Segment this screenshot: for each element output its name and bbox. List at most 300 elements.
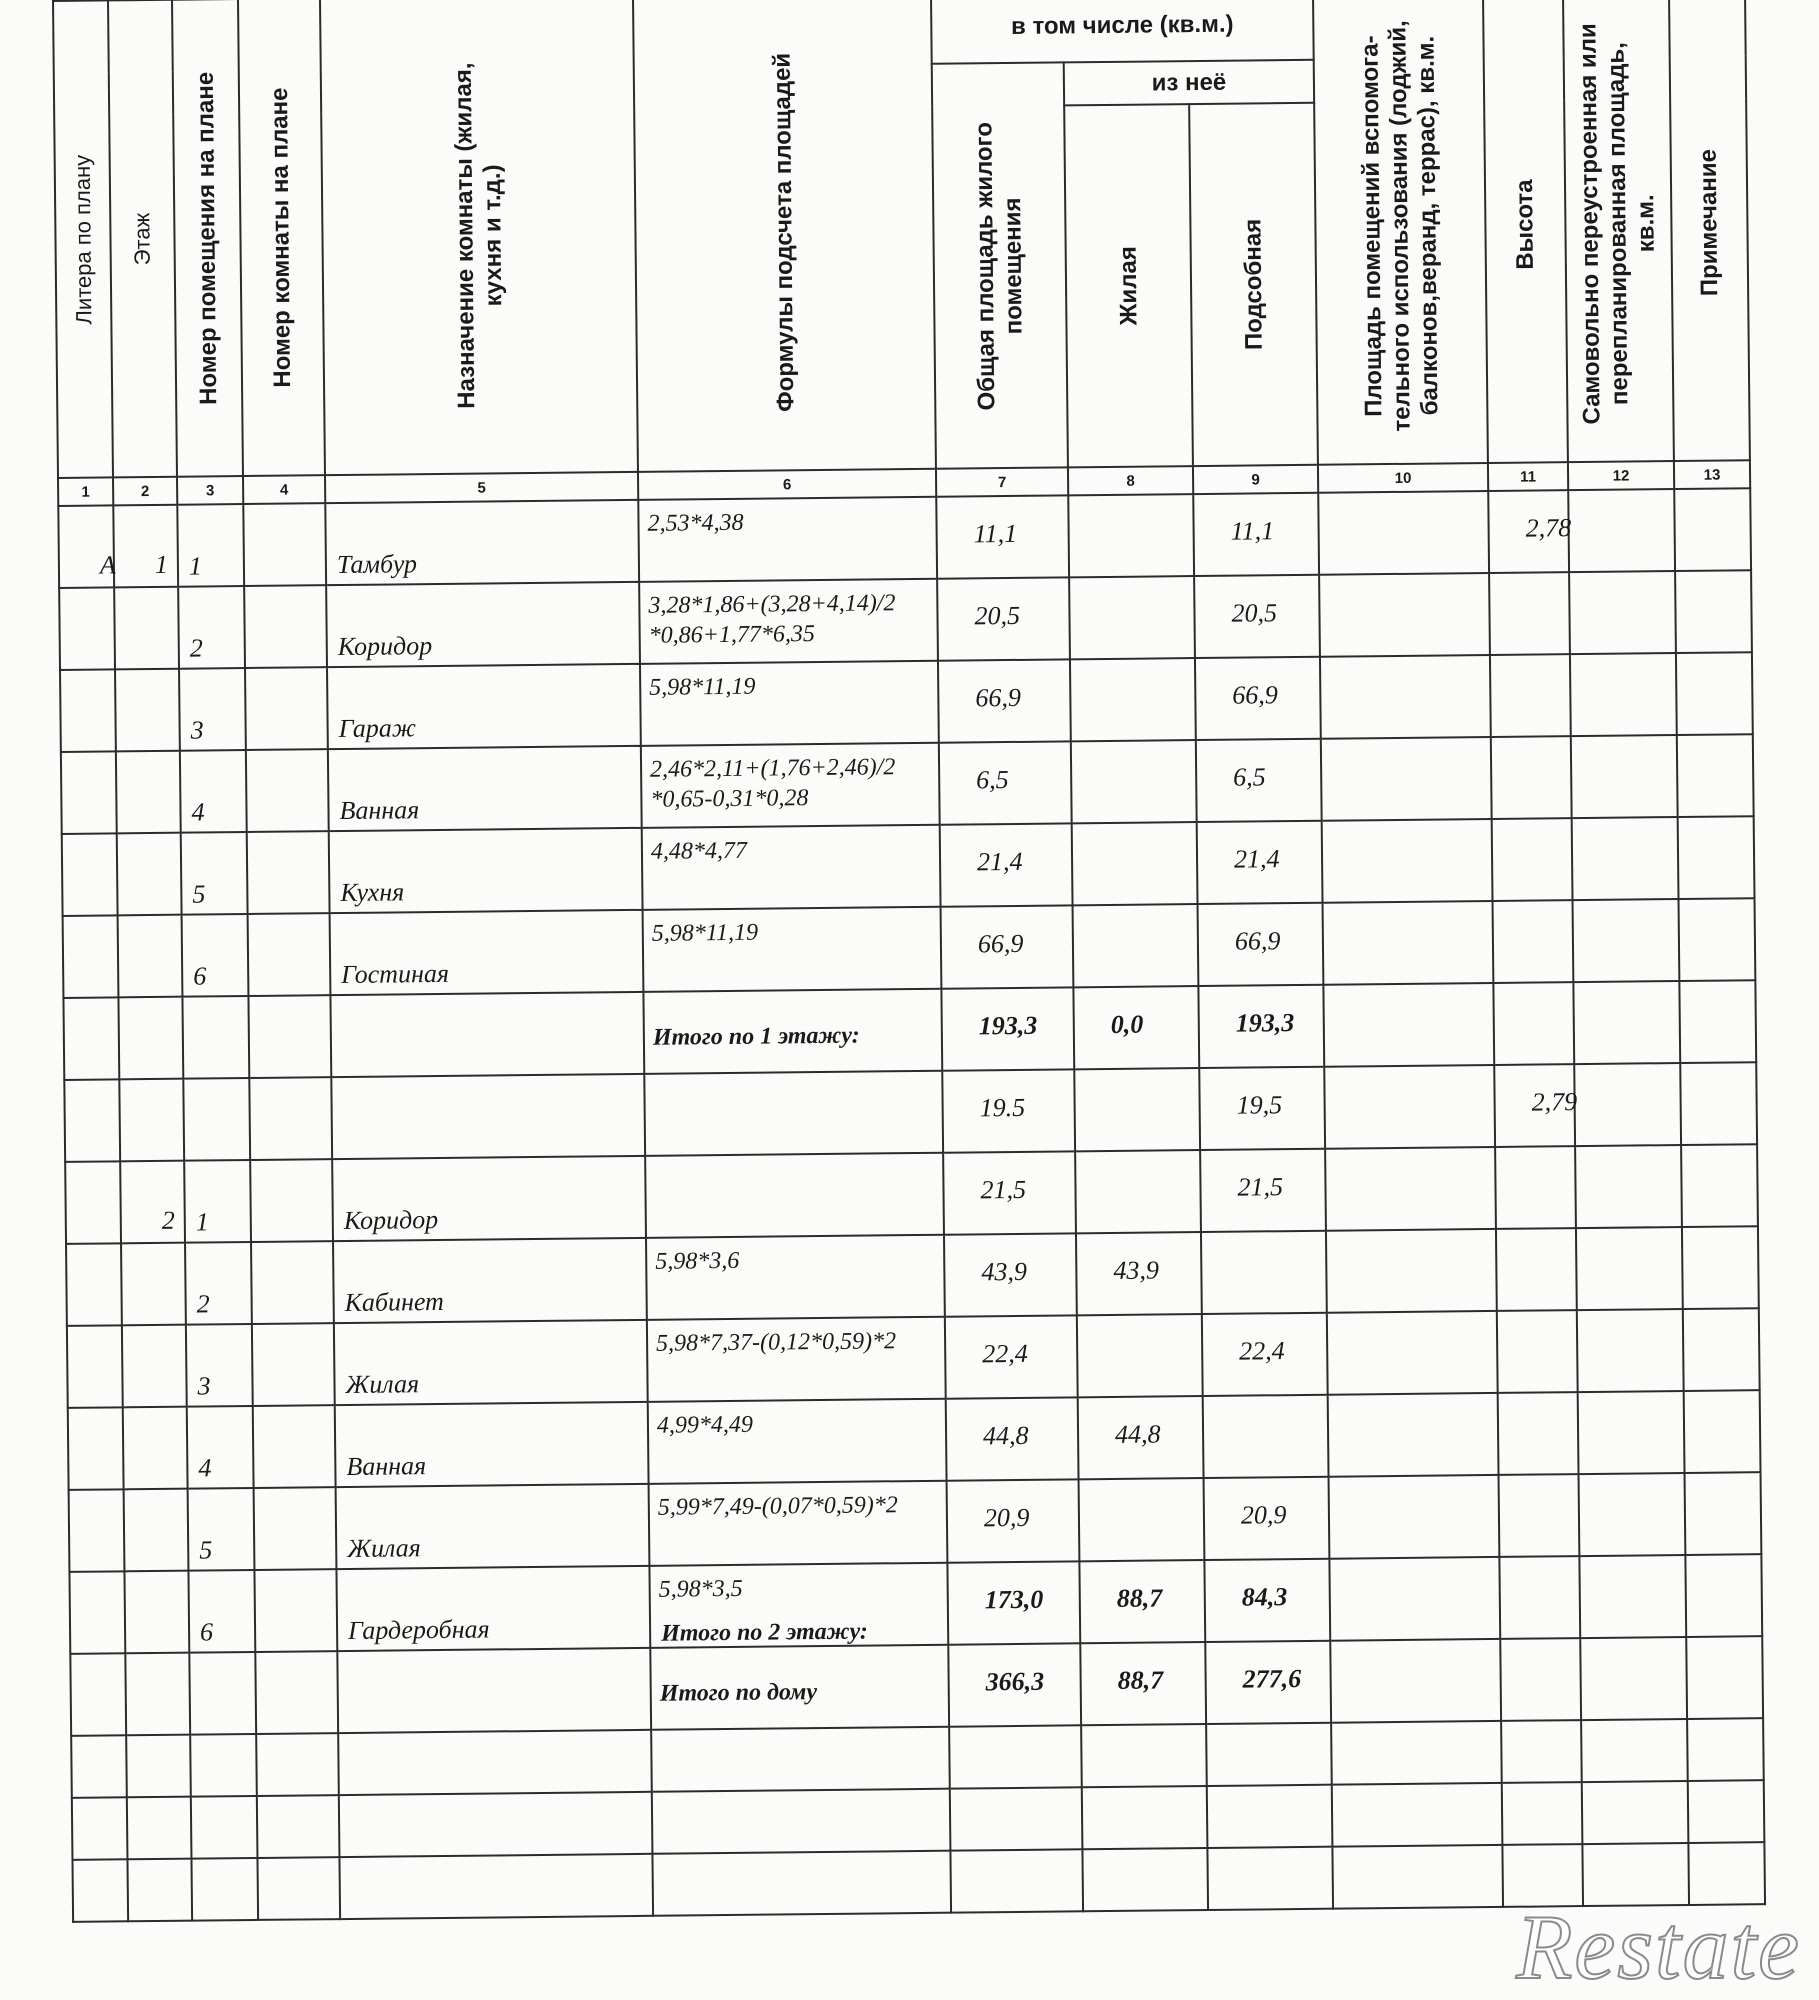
auxiliary-area-cell xyxy=(1323,901,1494,985)
living-area-cell xyxy=(1070,658,1196,741)
living-area-cell-text: 88,7 xyxy=(1117,1665,1164,1695)
auxiliary-area-cell xyxy=(1318,491,1489,575)
total-area-cell-text: 173,0 xyxy=(984,1584,1044,1615)
note-cell xyxy=(1685,1472,1762,1555)
room-plan-cell xyxy=(252,1323,335,1406)
note-cell xyxy=(1684,1390,1761,1473)
total-area-cell xyxy=(948,1643,1081,1726)
room-name-cell-text: Коридор xyxy=(337,631,433,662)
room-plan-cell xyxy=(246,749,329,832)
room-name-cell-text: Гараж xyxy=(338,713,417,744)
header-group-from: из неё xyxy=(1064,60,1314,106)
room-number-cell-text: 5 xyxy=(199,1535,213,1565)
formula-cell-text: 5,98*3,5 xyxy=(658,1575,743,1603)
total-area-cell-text: 44,8 xyxy=(982,1420,1029,1451)
room-name-cell-text: Ванная xyxy=(346,1451,427,1481)
litera-cell xyxy=(58,505,114,588)
col-num: 5 xyxy=(325,472,638,503)
header-room-purpose: Назначение комнаты (жилая, кухня и т.д.) xyxy=(320,0,638,475)
unauthorized-cell xyxy=(1577,1309,1684,1392)
header-living: Жилая xyxy=(1064,104,1193,467)
utility-area-cell xyxy=(1197,821,1323,904)
room-name-cell xyxy=(337,1648,651,1733)
living-area-cell xyxy=(1078,1396,1204,1479)
living-area-cell xyxy=(1074,1068,1200,1151)
utility-area-cell xyxy=(1194,575,1320,658)
living-area-cell-text: 43,9 xyxy=(1113,1255,1160,1285)
litera-cell xyxy=(64,1079,120,1162)
floor-cell-text: 1 xyxy=(154,549,169,579)
col-num: 1 xyxy=(58,477,113,506)
note-cell xyxy=(1686,1636,1763,1719)
height-cell xyxy=(1499,1474,1580,1557)
formula-cell xyxy=(648,1399,947,1484)
utility-area-cell-text: 21,4 xyxy=(1233,844,1280,874)
room-number-cell-text: 5 xyxy=(192,879,206,909)
utility-area-cell xyxy=(1202,1313,1328,1396)
total-area-cell-text: 366,3 xyxy=(985,1666,1045,1697)
litera-cell xyxy=(59,587,115,670)
height-cell xyxy=(1494,1064,1578,1147)
litera-cell xyxy=(61,751,117,834)
living-area-cell xyxy=(1079,1560,1205,1643)
room-name-cell xyxy=(326,582,640,667)
living-area-cell-text: 44,8 xyxy=(1114,1419,1161,1449)
total-area-cell xyxy=(946,1397,1079,1480)
room-number-cell xyxy=(185,1242,252,1325)
auxiliary-area-cell xyxy=(1329,1557,1500,1641)
height-cell xyxy=(1495,1146,1576,1229)
living-area-cell xyxy=(1080,1642,1206,1725)
formula-cell-text: Итого по 1 этажу: xyxy=(652,1022,860,1051)
formula-cell-text: 5,98*11,19 xyxy=(651,919,759,947)
note-cell xyxy=(1677,734,1754,817)
litera-cell xyxy=(63,997,119,1080)
formula-cell-text: 5,99*7,49-(0,07*0,59)*2 xyxy=(657,1492,898,1521)
auxiliary-area-cell xyxy=(1319,573,1490,657)
room-plan-cell xyxy=(243,503,326,586)
header-group-including: в том числе (кв.м.) xyxy=(931,0,1314,64)
note-cell xyxy=(1675,570,1752,653)
room-number-cell-text: 4 xyxy=(191,797,205,827)
floor-cell xyxy=(113,505,178,588)
note-cell xyxy=(1679,980,1756,1063)
floor-cell xyxy=(121,1243,186,1326)
room-number-cell-text: 4 xyxy=(198,1453,212,1483)
room-name-cell xyxy=(328,746,642,831)
total-area-cell-text: 20,9 xyxy=(983,1502,1030,1533)
auxiliary-area-cell xyxy=(1321,737,1492,821)
utility-area-cell-text: 22,4 xyxy=(1239,1336,1285,1366)
unauthorized-cell xyxy=(1572,817,1679,900)
living-area-cell xyxy=(1073,986,1199,1069)
floor-cell xyxy=(116,751,181,834)
utility-area-cell-text: 193,3 xyxy=(1235,1008,1295,1038)
room-name-cell-text: Гостиная xyxy=(341,958,450,990)
floor-cell xyxy=(119,1079,184,1162)
room-number-cell xyxy=(187,1406,254,1489)
total-area-cell xyxy=(939,741,1072,824)
total-area-cell-text: 20,5 xyxy=(974,600,1021,631)
room-number-cell-text: 6 xyxy=(199,1617,214,1647)
total-area-cell-text: 193,3 xyxy=(978,1010,1038,1041)
room-name-cell-text: Тамбур xyxy=(336,549,418,580)
total-area-cell-text: 11,1 xyxy=(973,518,1018,549)
litera-cell xyxy=(66,1243,122,1326)
unauthorized-cell xyxy=(1576,1227,1683,1310)
total-area-cell xyxy=(938,659,1071,742)
header-height: Высота xyxy=(1483,0,1568,463)
formula-cell xyxy=(638,497,937,582)
formula-cell-text: Итого по дому xyxy=(659,1679,818,1707)
height-cell xyxy=(1500,1638,1581,1721)
total-area-cell-text: 6,5 xyxy=(976,765,1009,795)
room-number-cell-text: 1 xyxy=(195,1207,209,1237)
floor-cell xyxy=(123,1407,188,1490)
formula-cell-text: 5,98*7,37-(0,12*0,59)*2 xyxy=(655,1328,897,1357)
note-cell xyxy=(1676,652,1753,735)
floor-cell xyxy=(115,669,180,752)
utility-area-cell xyxy=(1201,1231,1327,1314)
header-formulas: Формулы подсчета площадей xyxy=(633,0,936,472)
col-num: 11 xyxy=(1488,462,1568,491)
unauthorized-cell xyxy=(1578,1391,1685,1474)
room-number-cell-text: 3 xyxy=(197,1371,211,1401)
auxiliary-area-cell xyxy=(1326,1229,1497,1313)
header-premise-number: Номер помещения на плане xyxy=(172,0,243,477)
formula-cell xyxy=(643,907,942,992)
total-area-cell-text: 43,9 xyxy=(981,1256,1028,1287)
unauthorized-cell xyxy=(1580,1637,1687,1720)
auxiliary-area-cell xyxy=(1320,655,1491,739)
total-area-cell xyxy=(945,1315,1078,1398)
total-area-cell-text: 66,9 xyxy=(977,928,1024,959)
unauthorized-cell xyxy=(1579,1473,1686,1556)
auxiliary-area-cell xyxy=(1323,983,1494,1067)
header-floor: Этаж xyxy=(108,0,177,477)
height-cell xyxy=(1497,1310,1578,1393)
floor-cell-text: 2 xyxy=(161,1205,175,1235)
floor-cell xyxy=(124,1571,189,1654)
litera-cell xyxy=(62,833,118,916)
room-plan-cell xyxy=(248,913,331,996)
col-num: 2 xyxy=(113,477,177,506)
room-name-cell xyxy=(330,992,644,1077)
utility-area-cell xyxy=(1204,1559,1330,1642)
room-number-cell xyxy=(178,586,245,669)
unauthorized-cell xyxy=(1579,1555,1686,1638)
formula-cell-text: 2,53*4,38 xyxy=(647,509,744,537)
floor-cell xyxy=(125,1653,190,1736)
col-num: 3 xyxy=(177,476,243,505)
utility-area-cell-text: 6,5 xyxy=(1233,762,1266,792)
auxiliary-area-cell xyxy=(1329,1475,1500,1559)
utility-area-cell xyxy=(1203,1395,1329,1478)
total-area-cell xyxy=(947,1561,1080,1644)
living-area-cell xyxy=(1068,494,1194,577)
litera-cell xyxy=(67,1325,123,1408)
room-name-cell xyxy=(329,828,643,913)
room-number-cell xyxy=(189,1652,256,1735)
total-area-cell xyxy=(943,1151,1076,1234)
col-num: 13 xyxy=(1674,460,1750,489)
formula-cell xyxy=(644,1071,943,1156)
room-number-cell xyxy=(183,1078,250,1161)
height-cell xyxy=(1499,1556,1580,1639)
unauthorized-cell xyxy=(1574,1063,1681,1146)
room-name-cell-text: Кухня xyxy=(340,877,405,908)
col-num: 12 xyxy=(1568,461,1674,490)
utility-area-cell xyxy=(1195,657,1321,740)
room-plan-cell xyxy=(250,1159,333,1242)
total-area-cell xyxy=(936,495,1069,578)
formula-cell xyxy=(642,825,941,910)
utility-area-cell-text: 66,9 xyxy=(1234,926,1281,956)
room-plan-cell xyxy=(253,1405,336,1488)
col-num: 7 xyxy=(936,467,1068,496)
unauthorized-cell xyxy=(1569,571,1676,654)
utility-area-cell xyxy=(1198,903,1324,986)
height-cell xyxy=(1493,900,1574,983)
auxiliary-area-cell xyxy=(1327,1311,1498,1395)
litera-cell-text: А xyxy=(99,550,116,580)
litera-cell xyxy=(65,1161,121,1244)
header-litera: Литера по плану xyxy=(53,0,113,478)
unauthorized-cell xyxy=(1568,489,1675,572)
note-cell xyxy=(1678,816,1755,899)
living-area-cell xyxy=(1075,1150,1201,1233)
total-area-cell xyxy=(942,1069,1075,1152)
room-number-cell xyxy=(182,914,249,997)
room-name-cell-text: Коридор xyxy=(343,1205,439,1236)
utility-area-cell xyxy=(1193,493,1319,576)
auxiliary-area-cell xyxy=(1325,1147,1496,1231)
room-name-cell xyxy=(325,500,639,585)
utility-area-cell xyxy=(1205,1641,1331,1724)
height-cell xyxy=(1493,982,1574,1065)
room-plan-cell xyxy=(248,995,331,1078)
room-number-cell xyxy=(188,1570,255,1653)
header-unauthorized-area: Самовольно переустроенная или перепланированная площадь, кв.м. xyxy=(1563,0,1674,462)
note-cell xyxy=(1679,898,1756,981)
formula-cell xyxy=(640,661,939,746)
height-cell xyxy=(1498,1392,1579,1475)
utility-area-cell xyxy=(1200,1149,1326,1232)
utility-area-cell-text: 21,5 xyxy=(1237,1172,1284,1202)
room-plan-cell xyxy=(254,1487,337,1570)
utility-area-cell-text: 19,5 xyxy=(1236,1090,1283,1120)
room-name-cell xyxy=(327,664,641,749)
room-name-cell-text: Кабинет xyxy=(344,1286,445,1318)
room-number-cell xyxy=(179,668,246,751)
total-area-cell xyxy=(937,577,1070,660)
total-area-cell xyxy=(940,823,1073,906)
room-name-cell xyxy=(336,1566,650,1651)
utility-area-cell-text: 11,1 xyxy=(1230,516,1275,546)
room-name-cell xyxy=(330,910,644,995)
room-number-cell xyxy=(184,1160,251,1243)
utility-area-cell-text: 84,3 xyxy=(1241,1582,1288,1612)
unauthorized-cell xyxy=(1573,981,1680,1064)
room-name-cell xyxy=(332,1156,646,1241)
formula-cell xyxy=(647,1317,946,1402)
formula-cell-text: 5,98*3,6 xyxy=(655,1247,740,1275)
formula-cell xyxy=(643,989,942,1074)
formula-cell xyxy=(649,1481,948,1566)
header-row xyxy=(53,0,1746,73)
formula-cell xyxy=(650,1645,949,1730)
inventory-table xyxy=(52,0,1766,1923)
room-plan-cell xyxy=(251,1241,334,1324)
utility-area-cell xyxy=(1204,1477,1330,1560)
room-number-cell-text: 3 xyxy=(190,715,204,745)
living-area-cell xyxy=(1076,1232,1202,1315)
total-area-cell-text: 21,4 xyxy=(976,846,1023,877)
note-cell xyxy=(1681,1144,1758,1227)
note-cell xyxy=(1674,488,1751,571)
room-name-cell-text: Гардеробная xyxy=(347,1614,490,1645)
room-plan-cell xyxy=(244,585,327,668)
room-name-cell xyxy=(331,1074,645,1159)
living-area-cell xyxy=(1071,740,1197,823)
formula-cell xyxy=(639,579,938,664)
utility-area-cell xyxy=(1199,1067,1325,1150)
total-area-cell xyxy=(944,1233,1077,1316)
room-plan-cell xyxy=(255,1651,338,1734)
living-area-cell xyxy=(1069,576,1195,659)
formula-cell xyxy=(649,1563,948,1648)
litera-cell xyxy=(70,1653,126,1736)
living-area-cell xyxy=(1077,1314,1203,1397)
col-num: 9 xyxy=(1193,465,1318,494)
unauthorized-cell xyxy=(1573,899,1680,982)
living-area-cell-text: 88,7 xyxy=(1116,1583,1163,1613)
total-area-cell xyxy=(941,987,1074,1070)
formula-cell xyxy=(641,743,940,828)
total-area-cell xyxy=(947,1479,1080,1562)
note-cell xyxy=(1680,1062,1757,1145)
auxiliary-area-cell xyxy=(1324,1065,1495,1149)
height-cell xyxy=(1492,818,1573,901)
living-area-cell xyxy=(1073,904,1199,987)
utility-area-cell-text: 20,9 xyxy=(1240,1500,1287,1530)
room-plan-cell xyxy=(254,1569,337,1652)
unauthorized-cell xyxy=(1570,653,1677,736)
room-plan-cell xyxy=(249,1077,332,1160)
height-cell xyxy=(1490,654,1571,737)
floor-cell xyxy=(114,587,179,670)
col-num: 8 xyxy=(1068,466,1193,495)
header-total-area: Общая площадь жилого помещения xyxy=(932,62,1068,468)
total-area-cell-text: 66,9 xyxy=(975,682,1022,713)
header-auxiliary-area: Площадь помещений вспомога-тельного использования (лоджий, балконов,веранд, террас), кв.м. xyxy=(1313,0,1488,465)
formula-cell-text: 3,28*1,86+(3,28+4,14)/2 *0,86+1,77*6,35 xyxy=(648,590,896,649)
litera-cell xyxy=(69,1571,125,1654)
utility-area-cell-text: 20,5 xyxy=(1231,598,1278,628)
total-area-cell-text: 22,4 xyxy=(982,1338,1028,1369)
formula-cell-text: 2,46*2,11+(1,76+2,46)/2 *0,65-0,31*0,28 xyxy=(649,754,896,813)
total-area-cell xyxy=(941,905,1074,988)
unauthorized-cell xyxy=(1571,735,1678,818)
col-num: 10 xyxy=(1318,463,1488,493)
formula-cell-text: 4,99*4,49 xyxy=(656,1411,754,1439)
floor-cell xyxy=(124,1489,189,1572)
room-plan-cell xyxy=(245,667,328,750)
room-number-cell-text: 2 xyxy=(196,1289,210,1319)
height-cell-text: 2,79 xyxy=(1531,1087,1578,1117)
col-num: 4 xyxy=(243,475,325,504)
room-number-cell xyxy=(180,750,247,833)
room-name-cell-text: Жилая xyxy=(345,1369,420,1400)
restate-watermark: Restate xyxy=(1516,1896,1801,1998)
auxiliary-area-cell xyxy=(1328,1393,1499,1477)
formula-cell-text: 4,48*4,77 xyxy=(650,837,748,865)
living-area-cell xyxy=(1072,822,1198,905)
total-area-cell-text: 21,5 xyxy=(980,1174,1027,1205)
litera-cell xyxy=(68,1407,124,1490)
floor-cell xyxy=(118,915,183,998)
room-number-cell-text: 6 xyxy=(193,961,207,991)
room-number-cell xyxy=(188,1488,255,1571)
floor-cell xyxy=(117,833,182,916)
utility-area-cell-text: 277,6 xyxy=(1242,1664,1302,1694)
room-number-cell-text: 1 xyxy=(188,551,203,581)
formula-cell xyxy=(645,1153,944,1238)
formula-cell xyxy=(646,1235,945,1320)
height-cell xyxy=(1489,572,1570,655)
height-cell xyxy=(1496,1228,1577,1311)
room-name-cell xyxy=(336,1484,650,1569)
living-area-cell-text: 0,0 xyxy=(1110,1009,1144,1039)
room-name-cell-text: Жилая xyxy=(347,1533,421,1563)
header-utility: Подсобная xyxy=(1189,103,1318,466)
room-name-cell xyxy=(335,1402,649,1487)
room-name-cell-text: Ванная xyxy=(339,795,420,826)
room-number-cell-text: 2 xyxy=(189,633,203,663)
height-cell-text: 2,78 xyxy=(1525,513,1572,543)
room-name-cell xyxy=(334,1320,648,1405)
room-number-cell xyxy=(186,1324,253,1407)
col-num: 6 xyxy=(638,469,936,500)
room-number-cell xyxy=(181,832,248,915)
header-room-number: Номер комнаты на плане xyxy=(238,0,325,476)
height-cell xyxy=(1491,736,1572,819)
room-name-cell xyxy=(333,1238,647,1323)
room-number-cell xyxy=(182,996,249,1079)
floor-cell xyxy=(118,997,183,1080)
utility-area-cell xyxy=(1196,739,1322,822)
floor-total-label: Итого по 2 этажу: xyxy=(661,1618,868,1647)
floor-cell xyxy=(120,1161,185,1244)
note-cell xyxy=(1685,1554,1762,1637)
utility-area-cell-text: 66,9 xyxy=(1232,680,1278,710)
room-number-cell xyxy=(177,504,244,587)
litera-cell xyxy=(63,915,119,998)
auxiliary-area-cell xyxy=(1330,1639,1501,1723)
note-cell xyxy=(1683,1308,1760,1391)
note-cell xyxy=(1682,1226,1759,1309)
floor-cell xyxy=(122,1325,187,1408)
total-area-cell-text: 19.5 xyxy=(979,1092,1026,1123)
formula-cell-text: 5,98*11,19 xyxy=(649,673,756,701)
header-note: Примечание xyxy=(1669,0,1750,461)
litera-cell xyxy=(69,1489,125,1572)
litera-cell xyxy=(60,669,116,752)
utility-area-cell xyxy=(1198,985,1324,1068)
height-cell xyxy=(1488,490,1572,573)
unauthorized-cell xyxy=(1575,1145,1682,1228)
living-area-cell xyxy=(1079,1478,1205,1561)
